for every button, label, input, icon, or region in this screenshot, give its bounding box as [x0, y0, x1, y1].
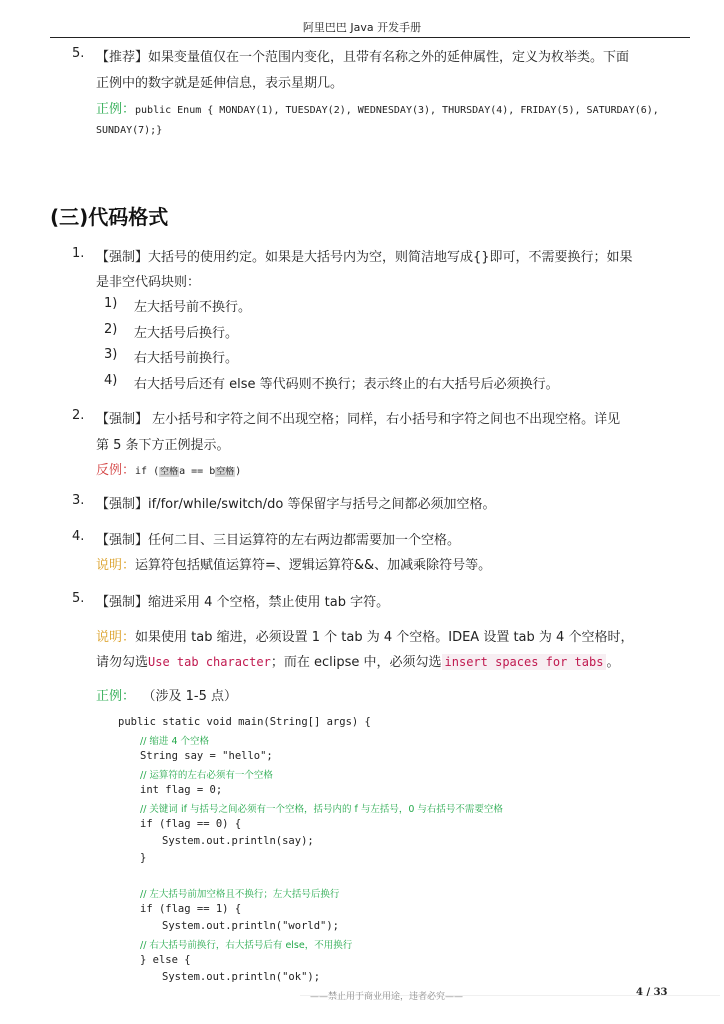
sub-item-number: 1) — [104, 296, 118, 311]
code-comment-line: // 右大括号前换行，右大括号后有 else，不用换行 — [140, 940, 353, 951]
highlight-setting: Use tab character — [148, 655, 271, 669]
note-line — [96, 651, 619, 670]
item-number: 2. — [72, 408, 85, 423]
counter-example-line — [96, 459, 241, 478]
note-label: 说明： — [96, 630, 136, 645]
section-heading: (三)代码格式 — [50, 205, 169, 229]
note-text: 如果使用 tab 缩进，必须设置 1 个 tab 为 4 个空格。IDEA 设置 tab 为 4 个空格时， — [135, 630, 634, 645]
note-text: ；而在 eclipse 中，必须勾选 — [270, 655, 442, 670]
note-line — [96, 626, 633, 645]
code-comment-line: // 左大括号前加空格且不换行；左大括号后换行 — [140, 889, 340, 900]
code-comment-line: // 运算符的左右必须有一个空格 — [140, 770, 273, 781]
item-text-line: 【强制】大括号的使用约定。如果是大括号内为空，则简洁地写成{}即可，不需要换行；如果 — [96, 250, 633, 265]
item-text: 如果变量值仅在一个范围内变化，且带有名称之外的延伸属性，定义为枚举类。下面 — [148, 50, 630, 65]
item-text-line: 【强制】 左小括号和字符之间不出现空格；同样，右小括号和字符之间也不出现空格。详见 — [96, 412, 621, 427]
sub-item-text: 右大括号前换行。 — [134, 351, 239, 366]
highlight-setting: insert spaces for tabs — [442, 654, 607, 670]
example-label: 正例： — [96, 689, 136, 704]
code-line: System.out.println("ok"); — [162, 971, 321, 983]
example-line — [96, 685, 237, 704]
sub-item-number: 3) — [104, 347, 118, 362]
item-text-line: 【强制】if/for/while/switch/do 等保留字与括号之间都必须加空格。 — [96, 497, 496, 512]
item-text-line: 第 5 条下方正例提示。 — [96, 438, 230, 453]
example-line — [96, 98, 659, 117]
example-note: （涉及 1-5 点） — [149, 689, 238, 704]
code-line: if (flag == 1) { — [140, 903, 242, 915]
counter-code: if ( — [135, 466, 160, 477]
item-number: 5. — [72, 591, 85, 606]
footer-notice: ——禁止用于商业用途，违者必究—— — [310, 992, 464, 1002]
sub-item-number: 4) — [104, 373, 118, 388]
document-header-title: 阿里巴巴 Java 开发手册 — [302, 21, 422, 34]
code-line: String say = "hello"; — [140, 750, 273, 762]
item-text-line: 正例中的数字就是延伸信息，表示星期几。 — [96, 76, 344, 91]
note-text: 运算符包括赋值运算符=、逻辑运算符&&、加减乘除符号等。 — [135, 558, 492, 573]
example-code: SUNDAY(7);} — [96, 125, 163, 136]
space-marker: 空格 — [216, 467, 235, 477]
code-line: } else { — [140, 954, 191, 966]
counter-example-label: 反例： — [96, 463, 136, 478]
example-label: 正例： — [96, 102, 136, 117]
item-number: 5. — [72, 46, 85, 61]
code-line: System.out.println("world"); — [162, 920, 340, 932]
sub-item-text: 左大括号后换行。 — [134, 326, 239, 341]
item-text-line: 【强制】任何二目、三目运算符的左右两边都需要加一个空格。 — [96, 533, 461, 548]
code-line: int flag = 0; — [140, 784, 223, 796]
item-tag: 【推荐】 — [96, 50, 149, 65]
note-line — [96, 554, 491, 573]
note-text: 。 — [606, 655, 620, 670]
item-number: 3. — [72, 493, 85, 508]
item-text-line: 是非空代码块则： — [96, 275, 201, 290]
header-divider — [50, 37, 690, 38]
item-number: 4. — [72, 529, 85, 544]
example-code: public Enum { MONDAY(1), TUESDAY(2), WEDNESDAY(3), THURSDAY(4), FRIDAY(5), SATURDAY(6), — [135, 105, 659, 116]
sub-item-number: 2) — [104, 322, 118, 337]
note-text: 请勿勾选 — [96, 655, 149, 670]
code-line: System.out.println(say); — [162, 835, 314, 847]
item-text-line — [96, 46, 629, 65]
counter-code: ) — [235, 466, 242, 477]
section-title — [50, 201, 168, 230]
code-line: } — [140, 852, 147, 864]
item-text-line: 【强制】缩进采用 4 个空格，禁止使用 tab 字符。 — [96, 595, 390, 610]
note-label: 说明： — [96, 558, 136, 573]
code-line: public static void main(String[] args) { — [118, 716, 371, 728]
sub-item-text: 左大括号前不换行。 — [134, 300, 252, 315]
space-marker: 空格 — [160, 467, 179, 477]
code-comment-line: // 关键词 if 与括号之间必须有一个空格，括号内的 f 与左括号，0 与右括号不需要空格 — [140, 804, 503, 815]
item-number: 1. — [72, 246, 85, 261]
sub-item-text: 右大括号后还有 else 等代码则不换行；表示终止的右大括号后必须换行。 — [134, 377, 559, 392]
counter-code: a == b — [179, 466, 216, 477]
code-line: if (flag == 0) { — [140, 818, 242, 830]
code-comment-line: // 缩进 4 个空格 — [140, 736, 210, 747]
page-number: 4 / 33 — [636, 987, 668, 998]
